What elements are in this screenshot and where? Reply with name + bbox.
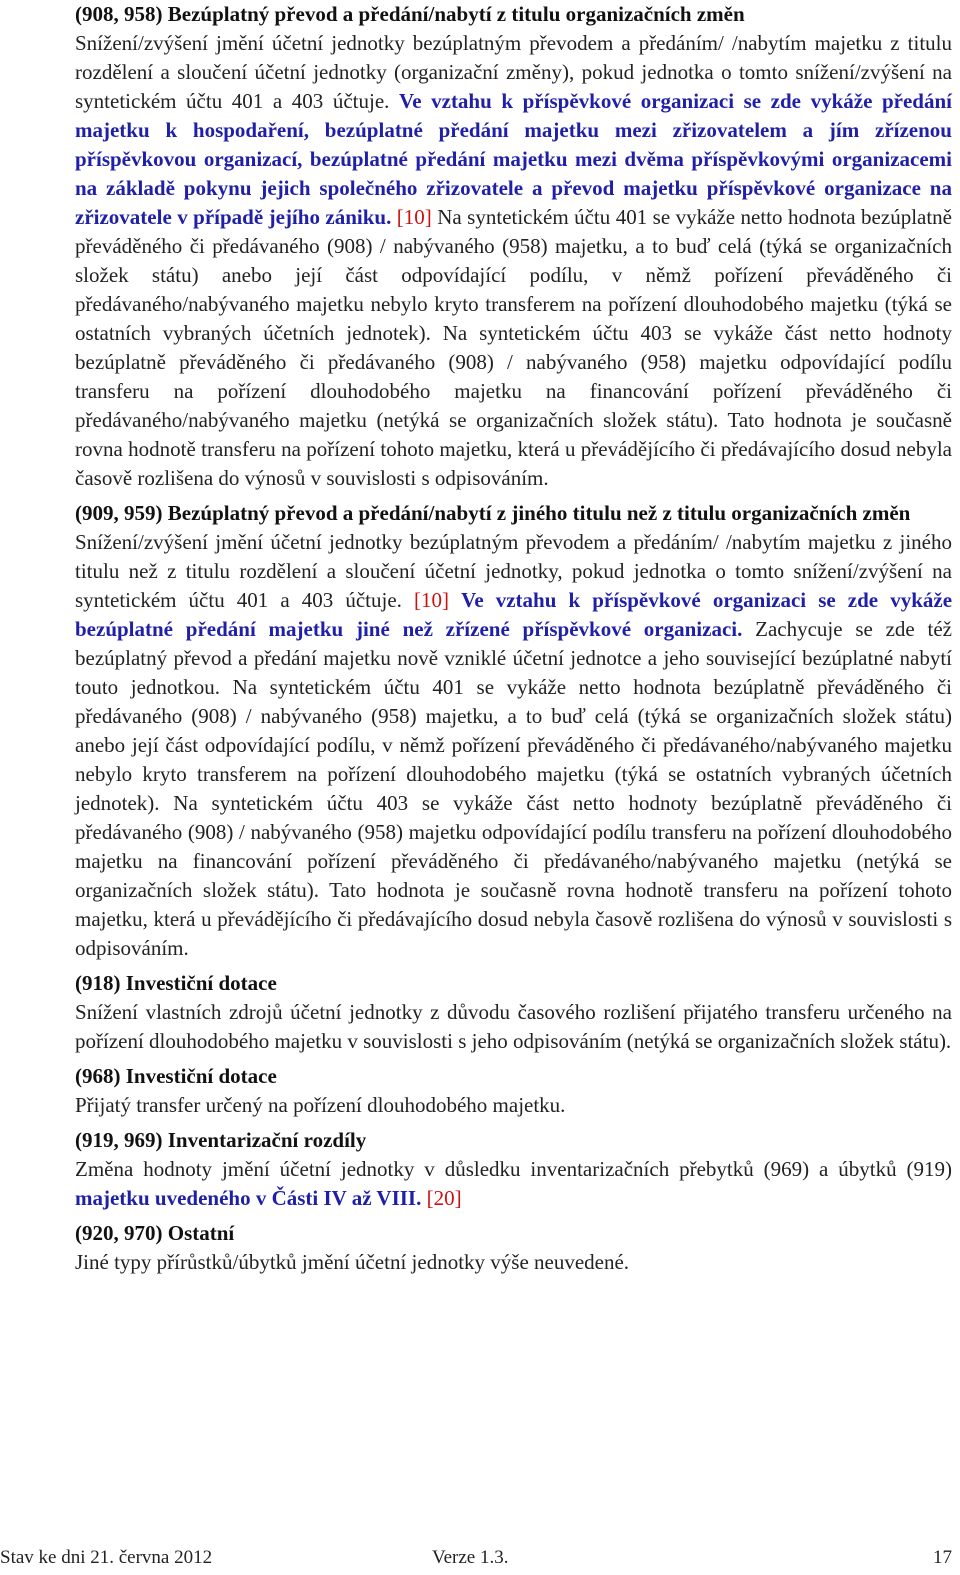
body-text: Snížení/zvýšení jmění účetní jednotky bezúplatným převodem a předáním/ /nabytím majetku z jiného titulu než z titulu rozdělení a sloučení účetní jednotky, pokud jednotka o tomto snížení/zvýšení na syntetickém účtu 401 a 403 účtuje. — [75, 530, 952, 612]
reference-link[interactable]: [10] — [396, 205, 432, 229]
section-heading: (908, 958) Bezúplatný převod a předání/nabytí z titulu organizačních změn — [75, 2, 745, 26]
highlighted-text: Ve vztahu k příspěvkové organizaci se zde vykáže předání majetku k hospodaření, bezúplatné předání majetku mezi zřizovatelem a jím zřízenou příspěvkovou organizací, bezúplatné předání majetku mezi dvěma příspěvkovými organizacemi na základě pokynu jejich společného zřizovatele a převod majetku příspěvkové organizace na zřizovatele v případě jejího zániku. — [75, 89, 952, 229]
body-text: Jiné typy přírůstků/úbytků jmění účetní jednotky výše neuvedené. — [75, 1250, 630, 1274]
section-paragraph — [75, 1155, 952, 1213]
section-918 — [75, 969, 952, 1056]
footer-date: Stav ke dni 21. června 2012 — [0, 1547, 213, 1568]
section-paragraph — [75, 528, 952, 963]
footer-version: Verze 1.3. — [432, 1547, 509, 1568]
page-footer — [0, 1545, 960, 1575]
section-heading: (968) Investiční dotace — [75, 1064, 277, 1088]
section-paragraph — [75, 1248, 952, 1277]
section-paragraph — [75, 29, 952, 493]
highlighted-text: majetku uvedeného v Části IV až VIII. — [75, 1186, 422, 1210]
section-908-958 — [75, 0, 952, 493]
section-heading: (919, 969) Inventarizační rozdíly — [75, 1128, 367, 1152]
section-909-959 — [75, 499, 952, 963]
section-920-970 — [75, 1219, 952, 1277]
section-968 — [75, 1062, 952, 1120]
page-number: 17 — [933, 1547, 952, 1568]
highlighted-text: Ve vztahu k příspěvkové organizaci se zde vykáže bezúplatné předání majetku jiné než zřízené příspěvkové organizaci. — [75, 588, 953, 641]
section-paragraph — [75, 998, 952, 1056]
section-919-969 — [75, 1126, 952, 1213]
section-heading: (918) Investiční dotace — [75, 971, 277, 995]
reference-link[interactable]: [20] — [426, 1186, 462, 1210]
body-text: Zachycuje se zde též bezúplatný převod a předání majetku nově vzniklé účetní jednotce a jeho související bezúplatné nabytí touto jednotkou. Na syntetickém účtu 401 se vykáže netto hodnota bezúplatně převáděného či předávaného (908) / nabývaného (958) majetku, a to buď celá (týká se organizačních složek státu) anebo její část odpovídající podílu, v němž pořízení převáděného či předávaného/nabývaného majetku nebylo kryto transferem na pořízení dlouhodobého majetku (týká se ostatních vybraných účetních jednotek). Na syntetickém účtu 403 se vykáže část netto hodnoty bezúplatně převáděného či předávaného (908) / nabývaného (958) majetku odpovídající podílu transferu na pořízení dlouhodobého majetku na financování pořízení převáděného či předávaného/nabývaného majetku (netýká se organizačních složek státu). Tato hodnota je současně rovna hodnotě transferu na pořízení tohoto majetku, která u převádějícího či předávajícího dosud nebyla časově rozlišena do výnosů v souvislosti s odpisováním. — [75, 617, 952, 960]
section-heading: (920, 970) Ostatní — [75, 1221, 235, 1245]
body-text: Změna hodnoty jmění účetní jednotky v důsledku inventarizačních přebytků (969) a úbytků (919) — [75, 1157, 952, 1181]
document-page — [75, 0, 952, 1283]
body-text: Na syntetickém účtu 401 se vykáže netto hodnota bezúplatně převáděného či předávaného (908) / nabývaného (958) majetku, a to buď celá (týká se organizačních složek státu) anebo její část odpovídající podílu, v němž pořízení převáděného či předávaného/nabývaného majetku nebylo kryto transferem na pořízení dlouhodobého majetku (týká se ostatních vybraných účetních jednotek). Na syntetickém účtu 403 se vykáže část netto hodnoty bezúplatně převáděného či předávaného (908) / nabývaného (958) majetku odpovídající podílu transferu na pořízení dlouhodobého majetku na financování pořízení převáděného či předávaného/nabývaného majetku (netýká se organizačních složek státu). Tato hodnota je současně rovna hodnotě transferu na pořízení tohoto majetku, která u převádějícího či předávajícího dosud nebyla časově rozlišena do výnosů v souvislosti s odpisováním. — [75, 205, 953, 490]
body-text: Přijatý transfer určený na pořízení dlouhodobého majetku. — [75, 1093, 566, 1117]
reference-link[interactable]: [10] — [414, 588, 449, 612]
body-text: Snížení/zvýšení jmění účetní jednotky bezúplatným převodem a předáním/ /nabytím majetku z titulu rozdělení a sloučení účetní jednotky (organizační změny), pokud jednotka o tomto snížení/zvýšení na syntetickém účtu 401 a 403 účtuje. — [75, 31, 952, 113]
body-text: Snížení vlastních zdrojů účetní jednotky z důvodu časového rozlišení přijatého transferu určeného na pořízení dlouhodobého majetku v souvislosti s jeho odpisováním (netýká se organizačních složek státu). — [75, 1000, 952, 1053]
section-heading: (909, 959) Bezúplatný převod a předání/nabytí z jiného titulu než z titulu organizačních změn — [75, 501, 911, 525]
section-paragraph — [75, 1091, 952, 1120]
